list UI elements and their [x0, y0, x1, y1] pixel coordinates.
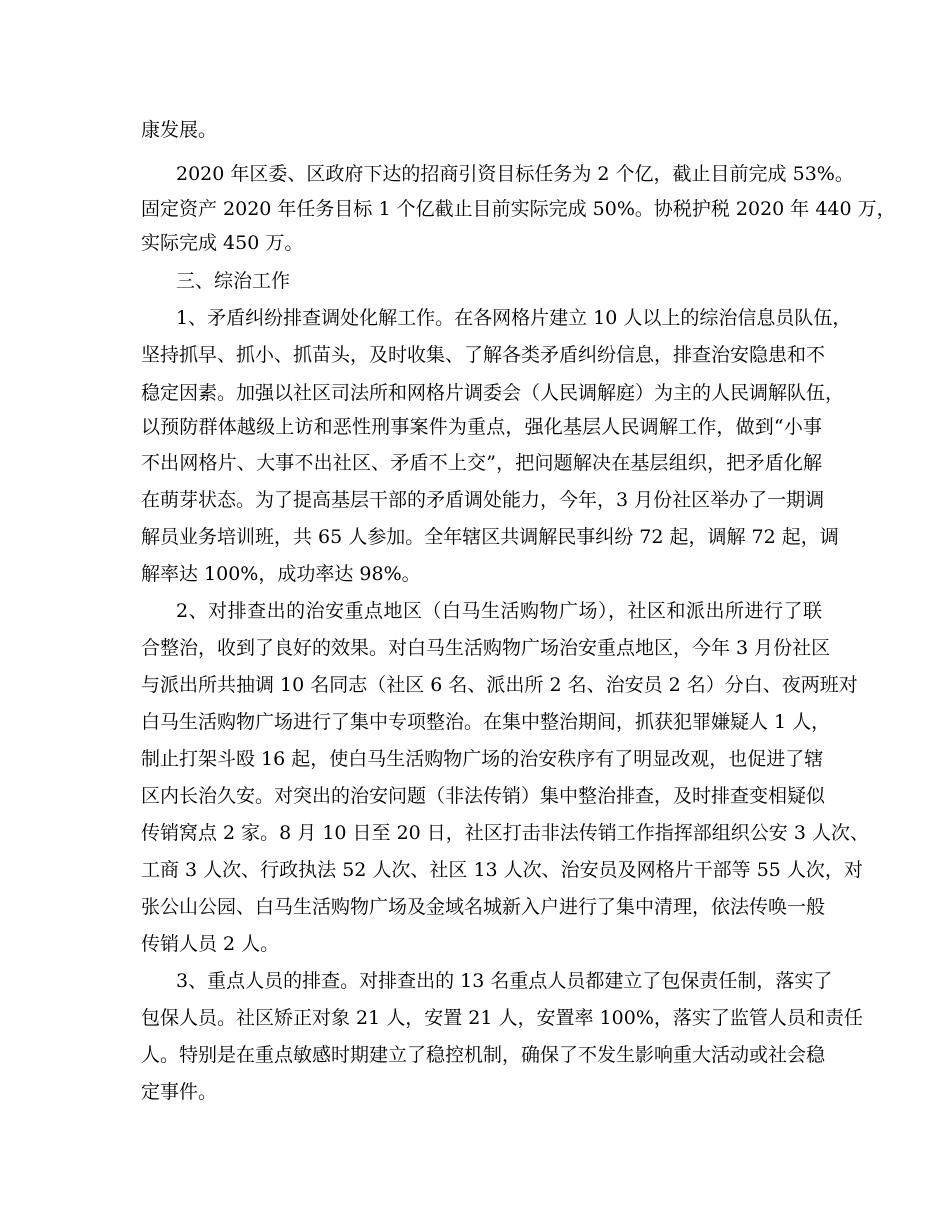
text-line: 3、重点人员的排查。对排查出的 13 名重点人员都建立了包保责任制，落实了 — [176, 970, 833, 992]
text-line: 解率达 100%，成功率达 98%。 — [141, 563, 421, 585]
text-line: 以预防群体越级上访和恶性刑事案件为重点，强化基层人民调解工作，做到“小事 — [141, 416, 822, 438]
text-line: 解员业务培训班，共 65 人参加。全年辖区共调解民事纠纷 72 起，调解 72 起，调 — [141, 526, 839, 548]
text-line: 2020 年区委、区政府下达的招商引资目标任务为 2 个亿，截止目前完成 53%。 — [176, 163, 854, 185]
text-line: 康发展。 — [141, 119, 218, 141]
text-line: 区内长治久安。对突出的治安问题（非法传销）集中整治排查，及时排查变相疑似 — [141, 785, 826, 807]
text-line: 定事件。 — [141, 1081, 218, 1103]
text-line: 制止打架斗殴 16 起，使白马生活购物广场的治安秩序有了明显改观，也促进了辖 — [141, 748, 824, 770]
text-line: 实际完成 450 万。 — [141, 232, 304, 254]
text-line: 与派出所共抽调 10 名同志（社区 6 名、派出所 2 名、治安员 2 名）分白、夜两班对 — [141, 674, 858, 696]
text-line: 传销窝点 2 家。8 月 10 日至 20 日，社区打击非法传销工作指挥部组织公安 3 人次、 — [141, 822, 869, 844]
text-line: 人。特别是在重点敏感时期建立了稳控机制，确保了不发生影响重大活动或社会稳 — [141, 1044, 826, 1066]
text-line: 张公山公园、白马生活购物广场及金域名城新入户进行了集中清理，依法传唤一般 — [141, 896, 826, 918]
text-line: 传销人员 2 人。 — [141, 933, 280, 955]
text-line: 包保人员。社区矫正对象 21 人，安置 21 人，安置率 100%，落实了监管人员和责任 — [141, 1007, 863, 1029]
text-line: 在萌芽状态。为了提高基层干部的矛盾调处能力，今年，3 月份社区举办了一期调 — [141, 489, 825, 511]
text-line: 合整治，收到了良好的效果。对白马生活购物广场治安重点地区，今年 3 月份社区 — [141, 637, 831, 659]
text-line: 不出网格片、大事不出社区、矛盾不上交”，把问题解决在基层组织，把矛盾化解 — [141, 452, 822, 474]
text-line: 固定资产 2020 年任务目标 1 个亿截止目前实际完成 50%。协税护税 2020 年 440 万， — [141, 198, 896, 220]
text-line: 工商 3 人次、行政执法 52 人次、社区 13 人次、治安员及网格片干部等 55 人次，对 — [141, 859, 863, 881]
text-line: 2、对排查出的治安重点地区（白马生活购物广场），社区和派出所进行了联 — [176, 600, 822, 622]
text-line: 稳定因素。加强以社区司法所和网格片调委会（人民调解庭）为主的人民调解队伍， — [141, 382, 845, 404]
text-line: 1、矛盾纠纷排查调处化解工作。在各网格片建立 10 人以上的综治信息员队伍， — [176, 307, 852, 329]
text-line: 坚持抓早、抓小、抓苗头，及时收集、了解各类矛盾纠纷信息，排查治安隐患和不 — [141, 344, 826, 366]
section-heading: 三、综治工作 — [176, 270, 291, 292]
text-line: 白马生活购物广场进行了集中专项整治。在集中整治期间，抓获犯罪嫌疑人 1 人， — [141, 711, 831, 733]
